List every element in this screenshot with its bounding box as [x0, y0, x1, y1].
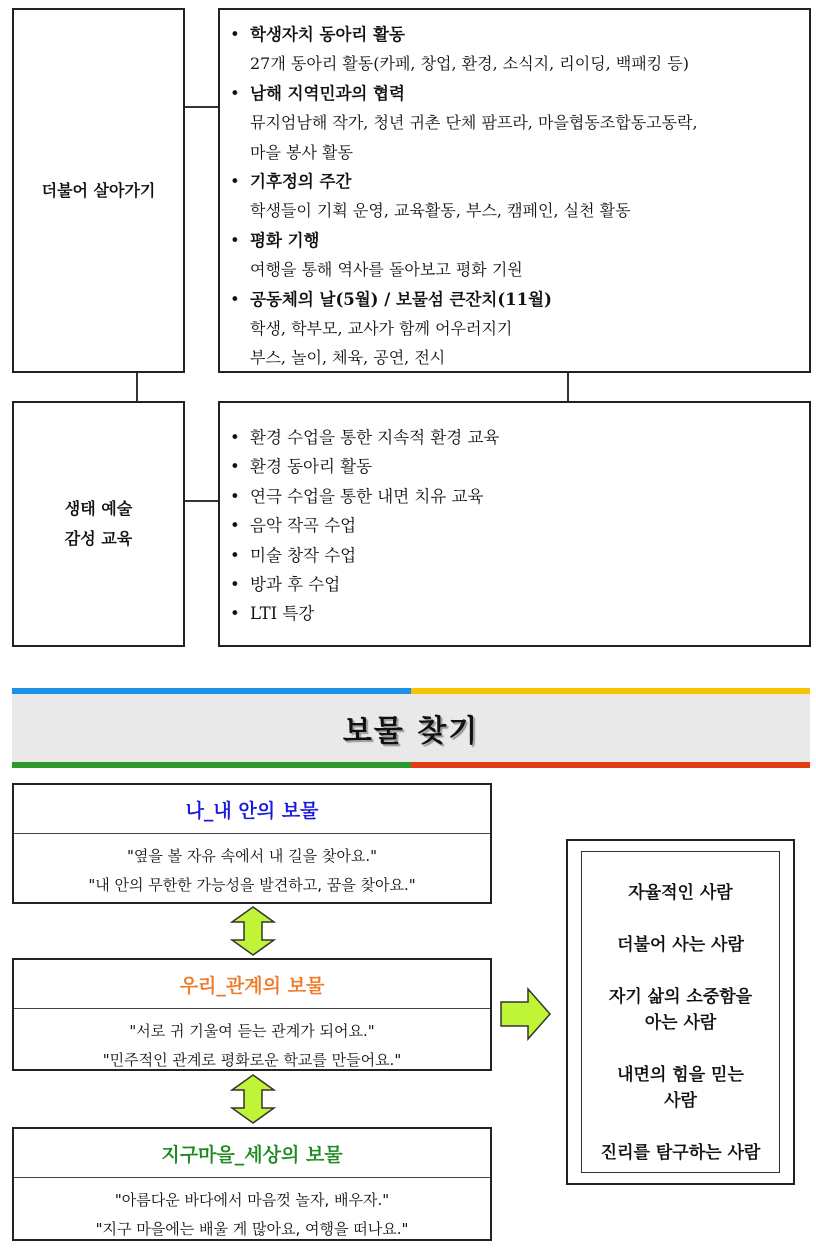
double-arrow-icon: [230, 906, 276, 956]
bullet-icon: •: [230, 428, 240, 447]
connector: [136, 373, 138, 401]
list-item: • 환경 동아리 활동: [230, 452, 809, 481]
section2-list: [230, 423, 809, 629]
list-item: • 환경 수업을 통한 지속적 환경 교육: [230, 423, 809, 452]
treasure-quote: "옆을 볼 자유 속에서 내 길을 찾아요.": [126, 847, 378, 865]
section1-label-box: [12, 8, 185, 373]
result-item: 진리를 탐구하는 사람: [600, 1143, 761, 1163]
banner-bottom-bar-red: [411, 762, 810, 768]
treasure-title: 지구마을_세상의 보물: [14, 1129, 490, 1178]
treasure-quote: "아름다운 바다에서 마음껏 놀자, 배우자.": [114, 1191, 390, 1209]
list-item: • 방과 후 수업: [230, 570, 809, 599]
section2-label-box: [12, 401, 185, 647]
list-item: • 평화 기행 여행을 통해 역사를 돌아보고 평화 기원: [230, 226, 809, 285]
result-box: [566, 839, 795, 1185]
list-item: • 음악 작곡 수업: [230, 511, 809, 540]
treasure-box-world: [12, 1127, 492, 1241]
list-item: • 연극 수업을 통한 내면 치유 교육: [230, 482, 809, 511]
section2-label-line2: 감성 교육: [64, 529, 133, 548]
double-arrow-icon: [230, 1074, 276, 1124]
treasure-quote: "내 안의 무한한 가능성을 발견하고, 꿈을 찾아요.": [88, 876, 416, 894]
treasure-quote: "서로 귀 기울여 듣는 관계가 되어요.": [129, 1022, 375, 1040]
bullet-icon: •: [230, 25, 240, 44]
list-item: • 미술 창작 수업: [230, 541, 809, 570]
bullet-icon: •: [230, 289, 240, 309]
treasure-quote: "민주적인 관계로 평화로운 학교를 만들어요.": [102, 1051, 402, 1069]
connector: [185, 106, 218, 108]
bullet-icon: •: [230, 83, 240, 103]
banner-bottom-bar-green: [12, 762, 411, 768]
connector: [185, 500, 218, 502]
bullet-icon: •: [230, 486, 240, 506]
bullet-icon: •: [230, 457, 240, 477]
treasure-title: 나_내 안의 보물: [14, 785, 490, 834]
list-item: • LTI 특강: [230, 599, 809, 628]
result-item: 내면의 힘을 믿는 사람: [617, 1065, 744, 1111]
result-item: 더불어 사는 사람: [617, 935, 744, 955]
treasure-title: 우리_관계의 보물: [14, 960, 490, 1009]
list-item: • 기후정의 주간 학생들이 기획 운영, 교육활동, 부스, 캠페인, 실천 활동: [230, 167, 809, 226]
banner: [12, 694, 810, 762]
bullet-icon: •: [230, 230, 240, 250]
section2-content-box: [218, 401, 811, 647]
section1-list: [230, 20, 809, 373]
list-item: • 공동체의 날(5월) / 보물섬 큰잔치(11월) 학생, 학부모, 교사가 함께 어우러지기 부스, 놀이, 체육, 공연, 전시: [230, 285, 809, 373]
list-item: • 남해 지역민과의 협력 뮤지엄남해 작가, 청년 귀촌 단체 팜프라, 마을협동조합동고동락, 마을 봉사 활동: [230, 79, 809, 167]
section1-label: 더불어 살아가기: [41, 180, 156, 200]
section2-label-line1: 생태 예술: [64, 499, 133, 518]
banner-title: 보물 찾기: [342, 714, 480, 749]
bullet-icon: •: [230, 575, 240, 595]
bullet-icon: •: [230, 172, 240, 192]
result-item: 자율적인 사람: [628, 883, 733, 903]
result-inner-box: [581, 851, 780, 1173]
bullet-icon: •: [230, 545, 240, 565]
connector: [567, 373, 569, 401]
treasure-box-relation: [12, 958, 492, 1071]
treasure-quote: "지구 마을에는 배울 게 많아요, 여행을 떠나요.": [95, 1220, 409, 1238]
treasure-box-self: [12, 783, 492, 904]
section1-content-box: [218, 8, 811, 373]
list-item: • 학생자치 동아리 활동 27개 동아리 활동(카페, 창업, 환경, 소식지, 리이딩, 백패킹 등): [230, 20, 809, 79]
result-item: 자기 삶의 소중함을 아는 사람: [608, 987, 753, 1033]
right-arrow-icon: [500, 988, 552, 1040]
bullet-icon: •: [230, 604, 240, 624]
bullet-icon: •: [230, 516, 240, 536]
